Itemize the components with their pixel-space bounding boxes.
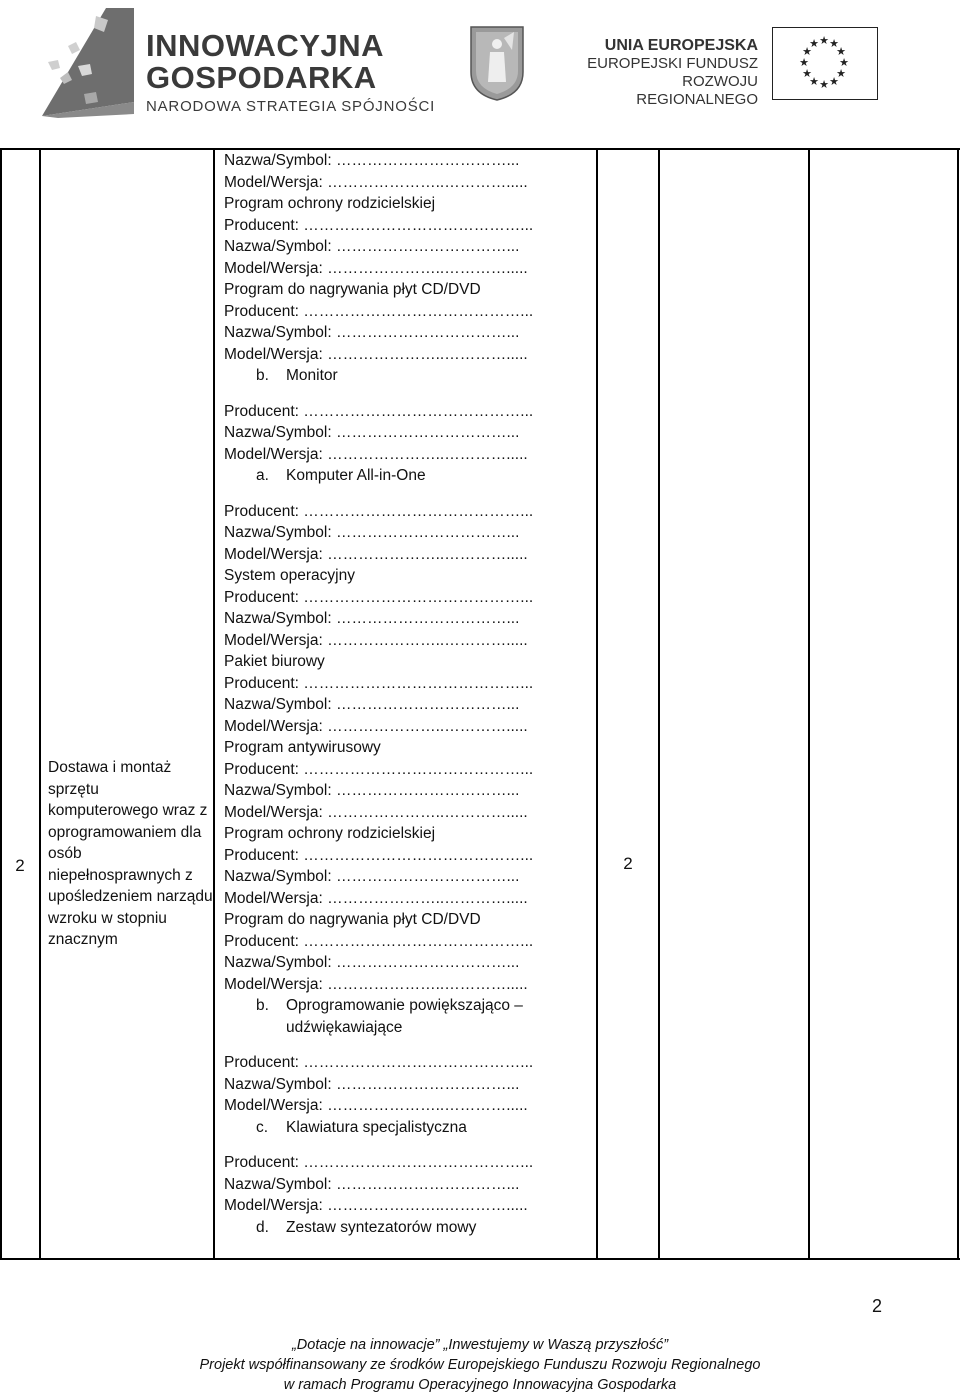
col-border bbox=[213, 148, 215, 1260]
sub-title: Komputer All-in-One bbox=[286, 467, 426, 484]
spec-line: Producent: ……………………………………... bbox=[224, 588, 534, 606]
spec-line: Model/Wersja: …………………..…………..... bbox=[224, 1197, 528, 1214]
spec-line: Model/Wersja: …………………..…………..... bbox=[224, 631, 528, 649]
spec-line: Model/Wersja: …………………..…………..... bbox=[224, 975, 528, 993]
spec-line: Model/Wersja: …………………..…………..... bbox=[224, 889, 528, 907]
row-number: 2 bbox=[15, 856, 25, 875]
spec-heading: Program do nagrywania płyt CD/DVD bbox=[224, 911, 481, 928]
col-border bbox=[658, 148, 660, 1260]
spec-line: Producent: ……………………………………... bbox=[224, 402, 534, 420]
spec-line: Nazwa/Symbol: ……………………………... bbox=[224, 524, 520, 541]
footer-line-1: „Dotacje na innowacje” „Inwestujemy w Waszą przyszłość” bbox=[291, 1337, 669, 1353]
row-description: Dostawa i montaż sprzętu komputerowego wraz z oprogramowaniem dla osób niepełnosprawnych z upośledzeniem narządu wzroku w stopniu znacznym bbox=[48, 759, 213, 948]
spec-line: Nazwa/Symbol: ……………………………... bbox=[224, 868, 520, 885]
spacer bbox=[224, 387, 594, 401]
spec-subitem-monitor bbox=[224, 365, 594, 387]
spacer bbox=[224, 1038, 594, 1052]
sub-label: c. bbox=[256, 1118, 269, 1136]
spec-line: Producent: ……………………………………... bbox=[224, 846, 534, 864]
sub-label: b. bbox=[256, 997, 269, 1014]
eu-line-1: UNIA EUROPEJSKA bbox=[604, 37, 758, 54]
spec-line: Producent: ……………………………………... bbox=[224, 302, 534, 320]
spec-line: Producent: ……………………………………... bbox=[224, 1154, 534, 1171]
spec-line: Nazwa/Symbol: ……………………………... bbox=[224, 152, 520, 169]
svg-text:★: ★ bbox=[802, 67, 812, 80]
spec-heading: Program ochrony rodzicielskiej bbox=[224, 825, 436, 842]
svg-text:★: ★ bbox=[829, 37, 839, 50]
logo-line-1: INNOWACYJNA bbox=[146, 28, 385, 63]
spec-line: Producent: ……………………………………... bbox=[224, 216, 534, 234]
page-header bbox=[0, 0, 960, 130]
table-bottom-border bbox=[0, 1258, 960, 1260]
svg-text:★: ★ bbox=[819, 78, 829, 91]
spec-heading: System operacyjny bbox=[224, 567, 355, 584]
spec-heading: Program do nagrywania płyt CD/DVD bbox=[224, 281, 481, 298]
spec-line: Model/Wersja: …………………..…………..... bbox=[224, 345, 528, 363]
sub-title: Monitor bbox=[286, 367, 338, 384]
sub-title: Klawiatura specjalistyczna bbox=[286, 1118, 467, 1136]
footer-line-3: w ramach Programu Operacyjnego Innowacyjna Gospodarka bbox=[283, 1377, 677, 1393]
spec-subitem-software bbox=[224, 995, 594, 1017]
spec-subitem-software-cont: udźwiękawiające bbox=[286, 1018, 403, 1036]
col-border bbox=[808, 148, 810, 1260]
spec-line: Model/Wersja: …………………..…………..... bbox=[224, 717, 528, 735]
spec-line: Model/Wersja: …………………..…………..... bbox=[224, 445, 528, 463]
svg-text:★: ★ bbox=[809, 75, 819, 88]
footer-line-2: Projekt współfinansowany ze środków Europejskiego Funduszu Rozwoju Regionalnego bbox=[199, 1357, 761, 1373]
page-footer bbox=[0, 1335, 960, 1395]
svg-text:★: ★ bbox=[819, 34, 829, 47]
spec-line: Nazwa/Symbol: ……………………………... bbox=[224, 1175, 520, 1193]
spec-subitem-tts bbox=[224, 1217, 594, 1239]
svg-text:★: ★ bbox=[809, 37, 819, 50]
spec-line: Nazwa/Symbol: ……………………………... bbox=[224, 238, 520, 255]
coat-of-arms-icon bbox=[468, 24, 526, 102]
spec-line: Model/Wersja: …………………..…………..... bbox=[224, 173, 528, 191]
eu-line-3: ROZWOJU REGIONALNEGO bbox=[636, 73, 758, 108]
spec-line: Producent: ……………………………………... bbox=[224, 932, 534, 950]
spec-line: Model/Wersja: …………………..…………..... bbox=[224, 259, 528, 277]
spec-column bbox=[224, 150, 594, 1238]
spec-heading: Program antywirusowy bbox=[224, 739, 381, 756]
page-number: 2 bbox=[872, 1296, 883, 1316]
sub-label: a. bbox=[256, 467, 269, 484]
eu-line-2: EUROPEJSKI FUNDUSZ bbox=[587, 55, 758, 72]
spec-subitem-computer bbox=[224, 465, 594, 487]
spec-heading: Program ochrony rodzicielskiej bbox=[224, 195, 436, 212]
spec-line: Nazwa/Symbol: ……………………………... bbox=[224, 610, 520, 627]
innowacyjna-gospodarka-logo-icon bbox=[38, 6, 138, 118]
spec-line: Model/Wersja: …………………..…………..... bbox=[224, 803, 528, 821]
sub-title: Oprogramowanie powiększająco – bbox=[286, 997, 523, 1014]
sub-label: b. bbox=[256, 367, 269, 384]
spec-line: Nazwa/Symbol: ……………………………... bbox=[224, 954, 520, 971]
svg-text:★: ★ bbox=[839, 56, 849, 69]
spec-line: Nazwa/Symbol: ……………………………... bbox=[224, 324, 520, 341]
sub-title: Zestaw syntezatorów mowy bbox=[286, 1218, 477, 1236]
spec-line: Nazwa/Symbol: ……………………………... bbox=[224, 424, 520, 441]
spec-table bbox=[0, 148, 960, 1260]
spec-line: Nazwa/Symbol: ……………………………... bbox=[224, 696, 520, 713]
logo-line-3: NARODOWA STRATEGIA SPÓJNOŚCI bbox=[146, 98, 436, 115]
col-border bbox=[957, 148, 959, 1260]
col-border bbox=[0, 148, 2, 1260]
sub-label: d. bbox=[256, 1218, 269, 1236]
eu-flag-icon bbox=[772, 27, 878, 100]
spec-line: Model/Wersja: …………………..…………..... bbox=[224, 1097, 528, 1114]
col-border bbox=[596, 148, 598, 1260]
spec-line: Producent: ……………………………………... bbox=[224, 760, 534, 778]
spec-heading: Pakiet biurowy bbox=[224, 653, 325, 670]
spec-line: Producent: ……………………………………... bbox=[224, 1054, 534, 1071]
spec-subitem-keyboard bbox=[224, 1117, 594, 1139]
spacer bbox=[224, 1138, 594, 1152]
spec-line: Nazwa/Symbol: ……………………………... bbox=[224, 1075, 520, 1093]
row-quantity: 2 bbox=[623, 854, 633, 873]
spec-line: Producent: ……………………………………... bbox=[224, 674, 534, 692]
col-border bbox=[39, 148, 41, 1260]
spacer bbox=[224, 487, 594, 501]
logo-line-2: GOSPODARKA bbox=[146, 60, 377, 95]
svg-text:★: ★ bbox=[802, 45, 812, 58]
svg-text:★: ★ bbox=[799, 56, 809, 69]
spec-line: Model/Wersja: …………………..…………..... bbox=[224, 545, 528, 563]
spec-line: Nazwa/Symbol: ……………………………... bbox=[224, 782, 520, 799]
svg-text:★: ★ bbox=[836, 67, 846, 80]
svg-text:★: ★ bbox=[829, 75, 839, 88]
svg-text:★: ★ bbox=[836, 45, 846, 58]
spec-line: Producent: ……………………………………... bbox=[224, 502, 534, 520]
